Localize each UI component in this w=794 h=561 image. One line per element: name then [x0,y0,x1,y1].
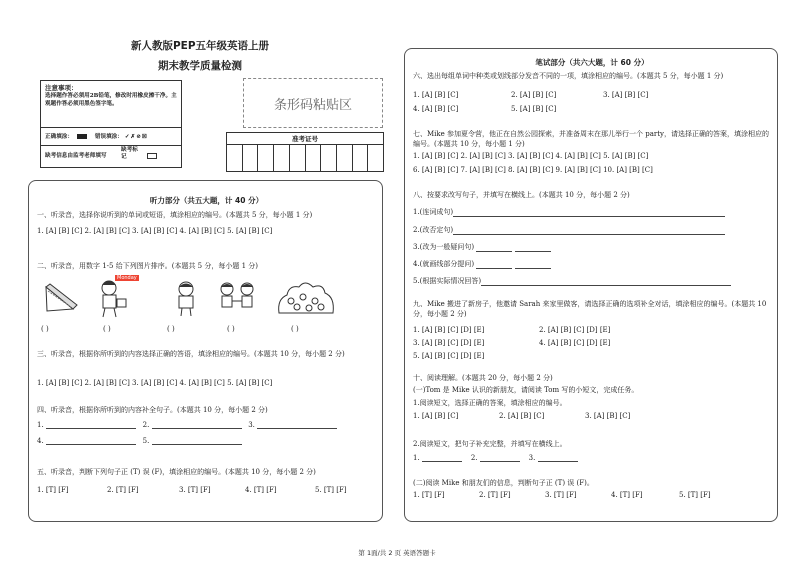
q8-label-4: 4.(就画线部分提问) [413,260,475,268]
q8-item-1 [413,207,725,217]
q8-item-3 [413,242,551,252]
q6-prompt: 六、选出每组单词中种类或划线部分发音不同的一项，填涂相应的编号。(本题共 5 分，每小题 1 分) [413,72,724,80]
q8-label-1: 1.(连词成句) [413,208,454,216]
q10-part2: (二)阅读 Mike 和朋友们的信息，判断句子正 (T) 误 (F)。 [413,479,594,487]
barcode-area [243,78,383,128]
exam-number-grid [226,132,384,172]
q10-a2-num-3: 3. [528,454,536,462]
exam-number-label: 准考证号 [227,133,383,145]
q4-num-3: 3. [248,421,255,429]
q10-a1-opt-2[interactable]: 2. [A] [B] [C] [499,412,545,420]
exam-number-cell[interactable] [290,145,306,172]
q9-opt-2[interactable]: 2. [A] [B] [C] [D] [E] [539,326,611,334]
q10-a2-blank-3[interactable] [538,454,578,462]
q10-a2-num-1: 1. [413,454,420,462]
q4-num-5: 5. [142,437,150,445]
q8-blank-3a[interactable] [476,244,512,252]
q8-item-5 [413,276,731,286]
q2-answer-4[interactable]: ( ) [227,325,235,333]
q6-opt-3[interactable]: 3. [A] [B] [C] [603,91,649,99]
q4-num-1: 1. [37,421,44,429]
q10-a2-row [413,454,578,462]
exam-number-cell[interactable] [258,145,274,172]
absent-mark-label: 缺考标记 [121,147,138,160]
q8-blank-4a[interactable] [476,261,512,269]
q9-prompt: 九、Mike 搬进了新房子，他邀请 Sarah 来家里做客，请选择正确的选项补全对话，填涂相应的编号。(本题共 10 分，每小题 2 分) [413,300,767,319]
q10-task1: 1.阅读短文，选择正确的答案，填涂相应的编号。 [413,399,567,407]
children-picture [215,279,261,317]
q2-answer-3[interactable]: ( ) [167,325,175,333]
q2-prompt: 二、听录音，用数字 1-5 给下列图片排序。(本题共 5 分，每小题 1 分) [37,262,258,270]
q4-blank-4[interactable] [46,437,136,445]
q8-label-3: 3.(改为一般疑问句) [413,243,475,251]
q8-blank-5[interactable] [481,278,731,286]
q4-prompt: 四、听录音，根据你所听到的内容补全句子。(本题共 10 分，每小题 2 分) [37,406,268,414]
q10-prompt: 十、阅读理解。(本题共 20 分，每小题 2 分) [413,374,553,382]
q5-prompt: 五、听录音，判断下列句子正 (T) 误 (F)，填涂相应的编号。(本题共 10 分，每小题 2 分) [37,468,316,476]
q4-row2 [37,437,242,445]
sandwich-picture [43,279,83,317]
exam-number-cell[interactable] [274,145,290,172]
q9-opt-1[interactable]: 1. [A] [B] [C] [D] [E] [413,326,485,334]
q4-blank-1[interactable] [46,421,136,429]
q6-opt-1[interactable]: 1. [A] [B] [C] [413,91,459,99]
q7-row2[interactable]: 6. [A] [B] [C] 7. [A] [B] [C] 8. [A] [B] [C] 9. [A] [B] [C] 10. [A] [B] [C] [413,166,653,174]
q5-opt-3[interactable]: 3. [T] [F] [179,486,211,494]
q4-blank-5[interactable] [152,437,242,445]
q7-prompt: 七、Mike 参加夏令营，他正在自然公园探索，并准备周末在那儿举行一个 party，请选择正确的答案，填涂相应的编号。(本题共 10 分，每小题 1 分) [413,130,770,149]
q6-opt-2[interactable]: 2. [A] [B] [C] [511,91,557,99]
listening-heading: 听力部分（共五大题，计 40 分） [149,196,264,205]
monday-sign: Monday [117,275,137,281]
q8-item-4 [413,259,551,269]
q6-opt-5[interactable]: 5. [A] [B] [C] [511,105,557,113]
q10-b-opt-1[interactable]: 1. [T] [F] [413,491,445,499]
exam-number-cell[interactable] [227,145,243,172]
absent-label: 缺考信息由监考老师填写 [45,153,107,159]
q8-blank-2[interactable] [453,227,725,235]
fill-example-row [45,132,148,140]
q9-opt-4[interactable]: 4. [A] [B] [C] [D] [E] [539,339,611,347]
q8-blank-4b[interactable] [515,261,551,269]
q2-answer-2[interactable]: ( ) [103,325,111,333]
notice-body: 选择题作答必须用2B铅笔，修改时用橡皮擦干净。主观题作答必须用黑色签字笔。 [45,93,177,107]
wrong-fill-label: 错误填涂： [94,134,123,140]
absent-checkbox[interactable] [147,153,157,159]
q8-blank-1[interactable] [453,209,725,217]
divider [41,145,181,146]
q4-blank-3[interactable] [257,421,337,429]
q8-blank-3b[interactable] [515,244,551,252]
correct-fill-label: 正确填涂： [45,134,73,140]
q3-prompt: 三、听录音，根据你所听到的内容选择正确的答语，填涂相应的编号。(本题共 10 分，每小题 2 分) [37,350,345,358]
q1-options[interactable]: 1. [A] [B] [C] 2. [A] [B] [C] 3. [A] [B] [C] 4. [A] [B] [C] 5. [A] [B] [C] [37,227,273,235]
q4-num-2: 2. [142,421,150,429]
q8-item-2 [413,225,725,235]
q8-label-2: 2.(改否定句) [413,226,454,234]
q5-opt-4[interactable]: 4. [T] [F] [245,486,277,494]
crowd-picture [275,277,337,317]
notice-box [40,80,182,168]
q10-a2-blank-2[interactable] [480,454,520,462]
q1-prompt: 一、听录音，选择你说听到的单词或短语，填涂相应的编号。(本题共 5 分，每小题 1 分) [37,211,313,219]
q10-a2-blank-1[interactable] [422,454,462,462]
q8-label-5: 5.(根据实际情况回答) [413,277,482,285]
q7-row1[interactable]: 1. [A] [B] [C] 2. [A] [B] [C] 3. [A] [B] [C] 4. [A] [B] [C] 5. [A] [B] [C] [413,152,649,160]
notice-heading: 注意事项： [45,84,78,92]
writing-heading: 笔试部分（共六大题，计 60 分） [535,58,649,67]
writing-section [404,48,778,522]
q10-b-opt-2[interactable]: 2. [T] [F] [479,491,511,499]
q6-opt-4[interactable]: 4. [A] [B] [C] [413,105,459,113]
q3-options[interactable]: 1. [A] [B] [C] 2. [A] [B] [C] 3. [A] [B] [C] 4. [A] [B] [C] 5. [A] [B] [C] [37,379,273,387]
boy-reading-picture [91,277,151,319]
q9-opt-3[interactable]: 3. [A] [B] [C] [D] [E] [413,339,485,347]
q4-row1 [37,421,337,429]
exam-number-cell[interactable] [306,145,322,172]
absent-row [45,151,107,159]
boy-picture [167,279,205,317]
wrong-marks-icon: ✓✗⊘☒ [124,134,148,140]
q10-b-opt-5[interactable]: 5. [T] [F] [679,491,711,499]
q2-answer-1[interactable]: ( ) [41,325,49,333]
divider [41,127,181,128]
listening-section [28,180,383,522]
barcode-label: 条形码粘贴区 [273,97,352,113]
exam-number-cell[interactable] [321,145,337,172]
page-title: 新人教版PEP五年级英语上册 [130,40,270,52]
q10-b-opt-3[interactable]: 3. [T] [F] [545,491,577,499]
exam-number-cell[interactable] [337,145,353,172]
q5-opt-2[interactable]: 2. [T] [F] [107,486,139,494]
q9-opt-5[interactable]: 5. [A] [B] [C] [D] [E] [413,352,485,360]
q4-num-4: 4. [37,437,44,445]
exam-number-cell[interactable] [353,145,369,172]
q8-prompt: 八、按要求改写句子，并填写在横线上。(本题共 10 分，每小题 2 分) [413,191,630,199]
q10-task2: 2.阅读短文，把句子补充完整，并填写在横线上。 [413,440,567,448]
q2-answer-5[interactable]: ( ) [291,325,299,333]
filled-box-icon [77,134,87,139]
q5-opt-1[interactable]: 1. [T] [F] [37,486,69,494]
q10-part1: (一)Tom 是 Mike 认识的新朋友，请阅读 Tom 写的小短文，完成任务。 [413,386,639,394]
exam-number-cell[interactable] [243,145,259,172]
q10-a1-opt-3[interactable]: 3. [A] [B] [C] [585,412,631,420]
q10-b-opt-4[interactable]: 4. [T] [F] [611,491,643,499]
exam-number-cell[interactable] [368,145,383,172]
page-subtitle: 期末教学质量检测 [158,60,242,72]
q4-blank-2[interactable] [152,421,242,429]
page-footer: 第 1面/共 2 页 英语答题卡 [358,549,436,557]
q10-a2-num-2: 2. [470,454,478,462]
q10-a1-opt-1[interactable]: 1. [A] [B] [C] [413,412,459,420]
q5-opt-5[interactable]: 5. [T] [F] [315,486,347,494]
